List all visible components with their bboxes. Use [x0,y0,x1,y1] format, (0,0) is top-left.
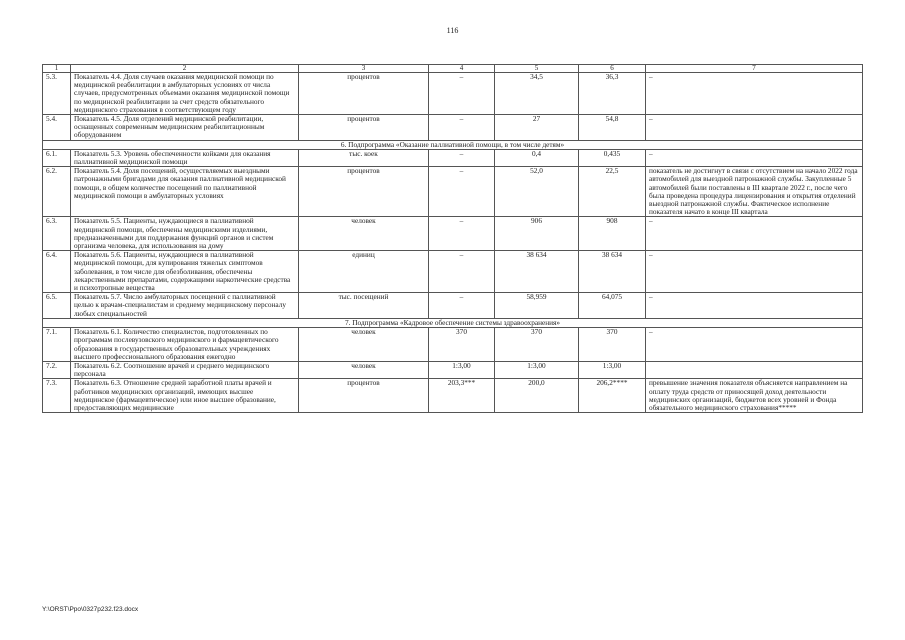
value-col5: 200,0 [495,379,579,413]
row-number: 7.2. [43,361,71,378]
value-col6: 908 [579,217,646,251]
value-col6: 370 [579,328,646,362]
value-col5: 0,4 [495,149,579,166]
indicator-name: Показатель 5.7. Число амбулаторных посещений с паллиативной целью к врачам-специалистам и среднему медицинскому персоналу любых специальностей [71,293,299,319]
unit-cell: процентов [299,379,429,413]
indicator-name: Показатель 4.4. Доля случаев оказания медицинской помощи по медицинской реабилитации в амбулаторных условиях от числа случаев, предусмотренных объемами оказания медицинской помощи по медицинской реабилитации за счет средств обязательного медицинского страхования в соответствующем году [71,73,299,115]
value-col4: – [429,73,495,115]
note-cell: – [646,73,863,115]
row-number: 6.3. [43,217,71,251]
value-col5: 52,0 [495,167,579,217]
table-row [43,73,863,115]
section-title: 7. Подпрограмма «Кадровое обеспечение системы здравоохранения» [43,318,863,327]
table-row [43,379,863,413]
value-col6: 206,2**** [579,379,646,413]
note-cell: – [646,251,863,293]
header-cell: 6 [579,65,646,73]
table-row [43,115,863,141]
value-col5: 906 [495,217,579,251]
unit-cell: тыс. коек [299,149,429,166]
row-number: 6.4. [43,251,71,293]
table-row [43,328,863,362]
header-cell: 3 [299,65,429,73]
value-col5: 58,959 [495,293,579,319]
value-col5: 1:3,00 [495,361,579,378]
unit-cell: процентов [299,73,429,115]
header-cell: 7 [646,65,863,73]
note-cell: превышение значения показателя объясняется направлением на оплату труда средств от приносящей доход деятельности медицинских организаций, бюджетов всех уровней и Фонда обязательного медицинского страхования***** [646,379,863,413]
header-cell: 5 [495,65,579,73]
indicator-name: Показатель 6.1. Количество специалистов, подготовленных по программам послевузовского медицинского и фармацевтического образования в государственных образовательных учреждениях высшего профессионального образования ежегодно [71,328,299,362]
table-row [43,251,863,293]
table-row [43,361,863,378]
note-cell: – [646,293,863,319]
page-number: 116 [446,26,459,35]
value-col4: – [429,115,495,141]
section-row [43,318,863,327]
value-col6: 54,8 [579,115,646,141]
table-row [43,149,863,166]
unit-cell: процентов [299,115,429,141]
note-cell [646,361,863,378]
unit-cell: человек [299,328,429,362]
value-col5: 27 [495,115,579,141]
header-cell: 1 [43,65,71,73]
indicator-name: Показатель 6.2. Соотношение врачей и среднего медицинского персонала [71,361,299,378]
indicators-table [42,64,863,413]
value-col4: 203,3*** [429,379,495,413]
indicator-name: Показатель 4.5. Доля отделений медицинской реабилитации, оснащенных современным медицинским реабилитационным оборудованием [71,115,299,141]
value-col4: – [429,149,495,166]
row-number: 7.1. [43,328,71,362]
value-col6: 64,075 [579,293,646,319]
note-cell: – [646,149,863,166]
row-number: 5.4. [43,115,71,141]
value-col6: 0,435 [579,149,646,166]
section-title: 6. Подпрограмма «Оказание паллиативной помощи, в том числе детям» [43,140,863,149]
value-col5: 34,5 [495,73,579,115]
value-col6: 1:3,00 [579,361,646,378]
value-col6: 38 634 [579,251,646,293]
table-row [43,293,863,319]
value-col4: 370 [429,328,495,362]
header-cell: 4 [429,65,495,73]
file-path: Y:\ORST\Ppo\0327p232.f23.docx [42,606,139,613]
header-row [43,65,863,73]
indicator-name: Показатель 5.3. Уровень обеспеченности койками для оказания паллиативной медицинской помощи [71,149,299,166]
row-number: 7.3. [43,379,71,413]
row-number: 5.3. [43,73,71,115]
value-col4: – [429,167,495,217]
note-cell: показатель не достигнут в связи с отсутствием на начало 2022 года автомобилей для выездной патронажной службы. Закупленные 5 автомобилей были поставлены в III квартале 2022 г., после чего была проведена процедура лицензирования и открытия отделений выездной патронажной службы. Фактическое исполнение показателя начато в конце III квартала [646,167,863,217]
value-col6: 36,3 [579,73,646,115]
value-col5: 38 634 [495,251,579,293]
indicator-name: Показатель 6.3. Отношение средней заработной платы врачей и работников медицинских организаций, имеющих высшее медицинское (фармацевтическое) или иное высшее образование, предоставляющих медицинские [71,379,299,413]
value-col4: 1:3,00 [429,361,495,378]
value-col5: 370 [495,328,579,362]
unit-cell: единиц [299,251,429,293]
value-col6: 22,5 [579,167,646,217]
unit-cell: процентов [299,167,429,217]
unit-cell: человек [299,361,429,378]
value-col4: – [429,293,495,319]
note-cell: – [646,328,863,362]
value-col4: – [429,251,495,293]
row-number: 6.5. [43,293,71,319]
section-row [43,140,863,149]
value-col4: – [429,217,495,251]
indicator-name: Показатель 5.5. Пациенты, нуждающиеся в паллиативной медицинской помощи, обеспечены медицинскими изделиями, предназначенными для поддержания функций органов и систем организма человека, для использования на дому [71,217,299,251]
unit-cell: тыс. посещений [299,293,429,319]
table-row [43,167,863,217]
header-cell: 2 [71,65,299,73]
note-cell: – [646,115,863,141]
unit-cell: человек [299,217,429,251]
table-row [43,217,863,251]
indicator-name: Показатель 5.6. Пациенты, нуждающиеся в паллиативной медицинской помощи, для купирования тяжелых симптомов заболевания, в том числе для обезболивания, обеспечены лекарственными препаратами, содержащими наркотические средства и психотропные вещества [71,251,299,293]
row-number: 6.2. [43,167,71,217]
indicator-name: Показатель 5.4. Доля посещений, осуществляемых выездными патронажными бригадами для оказания паллиативной медицинской помощи, в общем количестве посещений по паллиативной медицинской помощи в амбулаторных условиях [71,167,299,217]
note-cell: – [646,217,863,251]
row-number: 6.1. [43,149,71,166]
